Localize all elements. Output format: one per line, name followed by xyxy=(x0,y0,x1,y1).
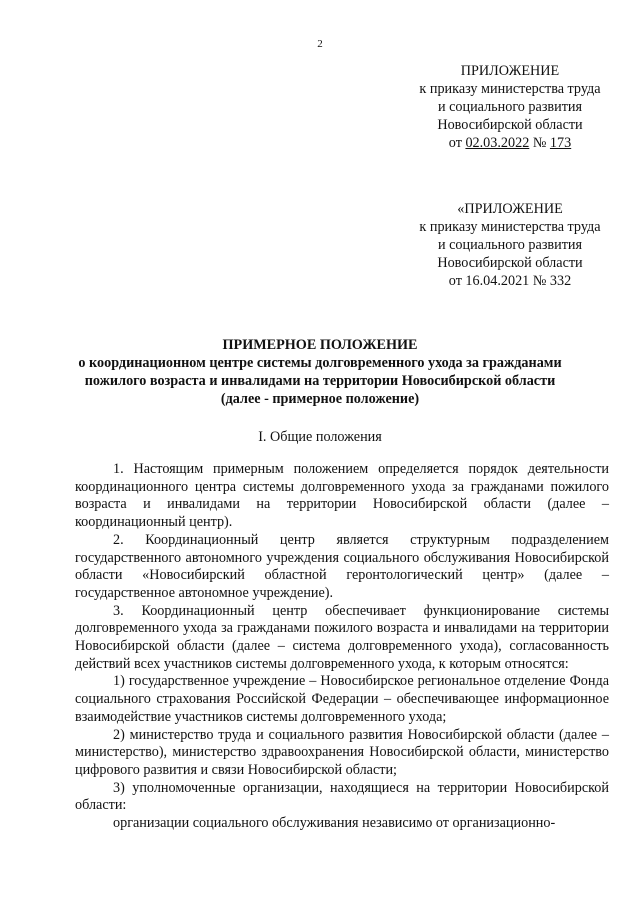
appendix-line: и социального развития xyxy=(437,99,583,115)
order-date: 02.03.2022 xyxy=(465,135,530,151)
date-prefix: от xyxy=(448,135,466,151)
appendix-line: и социального развития xyxy=(437,237,583,253)
title-line: о координационном центре системы долговременного ухода за гражданами xyxy=(78,355,562,371)
appendix-line: к приказу министерства труда xyxy=(419,81,601,97)
paragraph: организации социального обслуживания независимо от организационно- xyxy=(113,815,556,832)
appendix-header-previous xyxy=(390,200,630,290)
paragraph: 2) министерство труда и социального развития Новосибирской области (далее – министерство), министерство здравоохранения Новосибирской области, министерство цифрового развития и связи Новосибирской области; xyxy=(75,726,609,778)
appendix-line: Новосибирской области xyxy=(437,117,583,133)
paragraph: 3. Координационный центр обеспечивает функционирование системы долговременного ухода за гражданами пожилого возраста и инвалидами на территории Новосибирской области (далее – система долговременного ухода), согласованность действий всех участников системы долговременного ухода, к которым относятся: xyxy=(75,602,609,672)
order-number: 173 xyxy=(549,135,572,151)
document-body xyxy=(75,461,609,833)
number-prefix: № xyxy=(529,135,550,151)
paragraph: 1) государственное учреждение – Новосибирское региональное отделение Фонда социального страхования Российской Федерации – обеспечивающее информационное взаимодействие участников системы долговременного ухода; xyxy=(75,673,609,725)
paragraph: 1. Настоящим примерным положением определяется порядок деятельности координационного центра системы долговременного ухода за гражданами пожилого возраста и инвалидами на территории Новосибирской области (далее – координационный центр). xyxy=(75,461,609,531)
appendix-line: Новосибирской области xyxy=(437,255,583,271)
page-number: 2 xyxy=(317,38,323,50)
appendix-date-line xyxy=(390,134,630,152)
appendix-line: к приказу министерства труда xyxy=(419,219,601,235)
appendix-header-current xyxy=(390,62,630,152)
section-heading: I. Общие положения xyxy=(258,429,382,445)
appendix-line: от 16.04.2021 № 332 xyxy=(448,273,572,289)
appendix-line: «ПРИЛОЖЕНИЕ xyxy=(457,201,563,217)
paragraph: 3) уполномоченные организации, находящиеся на территории Новосибирской области: xyxy=(75,779,609,814)
title-line: пожилого возраста и инвалидами на территории Новосибирской области xyxy=(84,373,556,389)
paragraph: 2. Координационный центр является структурным подразделением государственного автономного учреждения социального обслуживания Новосибирской области «Новосибирский областной геронтологический центр» (далее – государственное автономное учреждение). xyxy=(75,531,609,601)
appendix-line: ПРИЛОЖЕНИЕ xyxy=(460,63,560,79)
title-line: (далее - примерное положение) xyxy=(220,391,420,407)
document-title xyxy=(60,336,580,408)
title-main: ПРИМЕРНОЕ ПОЛОЖЕНИЕ xyxy=(222,337,418,353)
